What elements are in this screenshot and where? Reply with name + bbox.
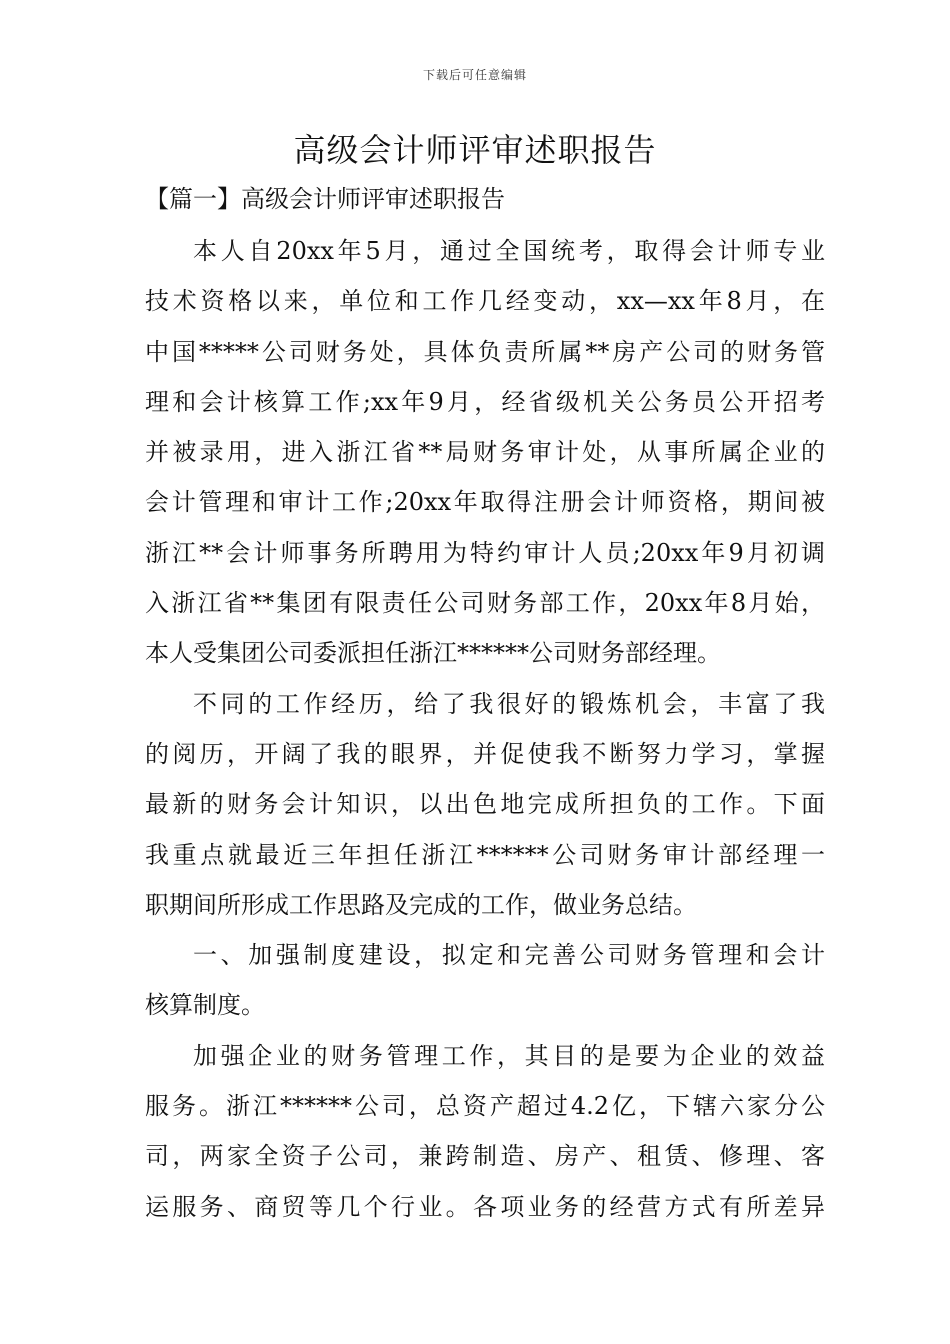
paragraph-line: 浙江**会计师事务所聘用为特约审计人员;20xx年9月初调 <box>145 538 825 567</box>
paragraph-line: 核算制度。 <box>145 991 265 1020</box>
paragraph-line: 理和会计核算工作;xx年9月，经省级机关公务员公开招考 <box>145 387 825 416</box>
paragraph-line: 一、加强制度建设，拟定和完善公司财务管理和会计 <box>193 941 825 970</box>
paragraph-line: 职期间所形成工作思路及完成的工作，做业务总结。 <box>145 890 697 919</box>
header-note: 下载后可任意编辑 <box>422 68 527 82</box>
paragraph-line: 入浙江省**集团有限责任公司财务部工作，20xx年8月始， <box>145 589 825 618</box>
paragraph-line: 服务。浙江******公司，总资产超过4.2亿，下辖六家分公 <box>145 1092 825 1121</box>
paragraph-line: 技术资格以来，单位和工作几经变动，xx—xx年8月，在 <box>145 287 825 316</box>
document-body <box>145 226 825 1232</box>
section-heading: 【篇一】高级会计师评审述职报告 <box>145 185 505 213</box>
body-paragraph <box>145 226 825 679</box>
body-paragraph <box>145 930 825 1031</box>
paragraph-line: 本人自20xx年5月，通过全国统考，取得会计师专业 <box>193 237 825 265</box>
paragraph-line: 中国*****公司财务处，具体负责所属**房产公司的财务管 <box>145 337 825 366</box>
paragraph-line: 的阅历，开阔了我的眼界，并促使我不断努力学习，掌握 <box>145 739 825 768</box>
paragraph-line: 最新的财务会计知识，以出色地完成所担负的工作。下面 <box>145 790 825 819</box>
paragraph-line: 我重点就最近三年担任浙江******公司财务审计部经理一 <box>145 840 825 869</box>
document-title: 高级会计师评审述职报告 <box>293 131 657 169</box>
paragraph-line: 运服务、商贸等几个行业。各项业务的经营方式有所差异 <box>145 1192 825 1221</box>
paragraph-line: 不同的工作经历，给了我很好的锻炼机会，丰富了我 <box>193 689 825 718</box>
body-paragraph <box>145 1031 825 1232</box>
paragraph-line: 会计管理和审计工作;20xx年取得注册会计师资格，期间被 <box>145 488 825 517</box>
paragraph-line: 司，两家全资子公司，兼跨制造、房产、租赁、修理、客 <box>145 1142 825 1171</box>
body-paragraph <box>145 679 825 930</box>
paragraph-line: 加强企业的财务管理工作，其目的是要为企业的效益 <box>193 1041 825 1070</box>
paragraph-line: 本人受集团公司委派担任浙江******公司财务部经理。 <box>145 639 721 668</box>
paragraph-line: 并被录用，进入浙江省**局财务审计处，从事所属企业的 <box>145 438 825 467</box>
